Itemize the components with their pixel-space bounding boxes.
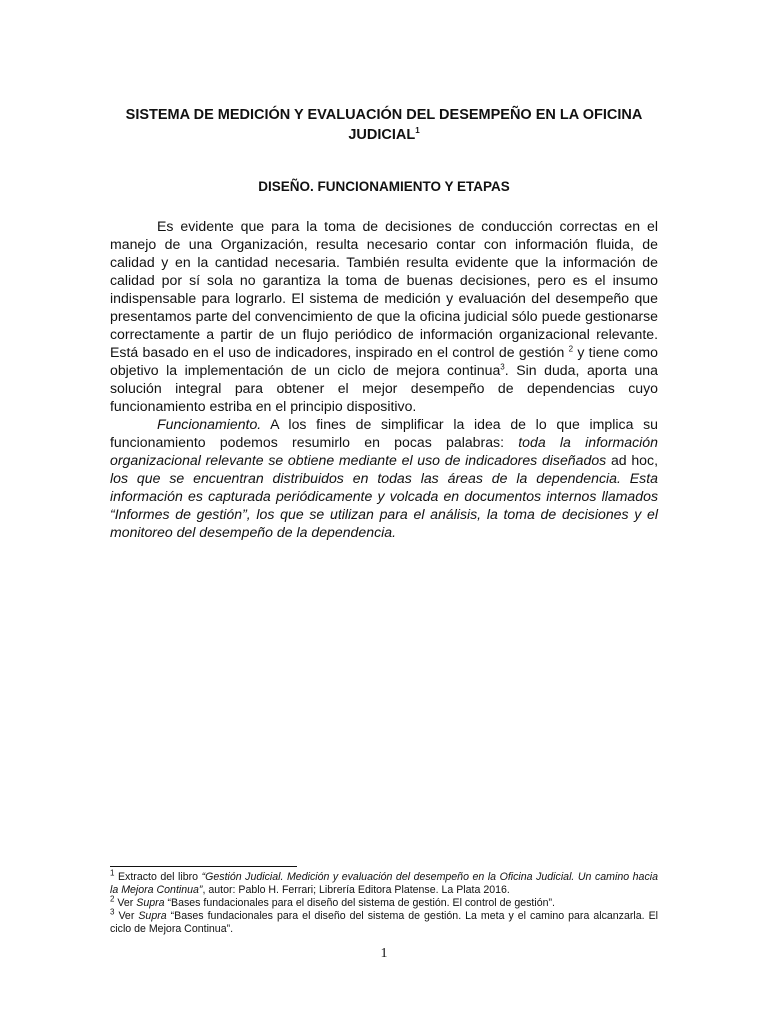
footnotes	[110, 868, 658, 936]
paragraph-funcionamiento-lead: Funcionamiento.	[157, 416, 262, 432]
paragraph-funcionamiento	[110, 415, 658, 541]
footnote-ref-3: 3	[500, 362, 505, 372]
footnote-separator	[110, 866, 297, 867]
paragraph-intro-text-a: Es evidente que para la toma de decisiones de conducción correctas en el manejo de una Organización, resulta necesario contar con información fluida, de calidad y en la cantidad necesaria. También resulta evidente que la información de calidad por sí sola no garantiza la toma de buenas decisiones, pero es el insumo indispensable para lograrlo. El sistema de medición y evaluación del desempeño que presentamos parte del convencimiento de que la oficina judicial sólo puede gestionarse correctamente a partir de un flujo periódico de información organizacional relevante. Está basado en el uso de indicadores, inspirado en el control de gestión	[110, 218, 658, 360]
footnote-3-number: 3	[110, 907, 115, 917]
paragraph-intro-text-c: . Sin duda, aporta una solución integral para obtener el mejor desempeño de dependencias cuyo funcionamiento estriba en el principio dispositivo.	[110, 362, 658, 414]
footnote-1	[110, 868, 658, 897]
paragraph-funcionamiento-text-b: ad hoc,	[606, 452, 658, 468]
footnote-2-text-b: “Bases fundacionales para el diseño del sistema de gestión. El control de gestión”.	[164, 897, 555, 909]
footnote-3-text-a: Ver	[114, 910, 139, 922]
paragraph-funcionamiento-italic-a: toda la información organizacional relevante se obtiene mediante el uso de indicadores diseñados	[110, 434, 658, 468]
footnote-2	[110, 894, 658, 910]
body-text	[110, 217, 658, 541]
footnote-2-text-a: Ver	[114, 897, 137, 909]
paragraph-funcionamiento-italic-b: los que se encuentran distribuidos en todas las áreas de la dependencia. Esta información es capturada periódicamente y volcada en documentos internos llamados “Informes de gestión”, los que se utilizan para el análisis, la toma de decisiones y el monitoreo del desempeño de la dependencia.	[110, 470, 658, 540]
document-title	[110, 105, 658, 145]
footnote-3-italic: Supra	[138, 910, 167, 922]
footnote-2-italic: Supra	[136, 897, 165, 909]
section-heading: DISEÑO. FUNCIONAMIENTO Y ETAPAS	[258, 179, 510, 194]
footnote-1-italic: “Gestión Judicial. Medición y evaluación del desempeño en la Oficina Judicial. Un camino hacia la Mejora Continua”	[110, 871, 658, 896]
footnote-1-number: 1	[110, 868, 115, 878]
footnote-3	[110, 907, 658, 936]
title-text: SISTEMA DE MEDICIÓN Y EVALUACIÓN DEL DESEMPEÑO EN LA OFICINA JUDICIAL	[125, 107, 643, 143]
paragraph-intro	[110, 217, 658, 415]
title-footnote-ref: 1	[415, 126, 420, 136]
footnote-1-text-b: , autor: Pablo H. Ferrari; Librería Editora Platense. La Plata 2016.	[202, 884, 510, 896]
paragraph-intro-text-b: y tiene como objetivo la implementación de un ciclo de mejora continua	[110, 344, 658, 378]
footnote-3-text-b: “Bases fundacionales para el diseño del sistema de gestión. La meta y el camino para alcanzarla. El ciclo de Mejora Continua”.	[110, 910, 658, 935]
footnote-2-number: 2	[110, 894, 115, 904]
footnote-ref-2: 2	[568, 344, 574, 354]
page-number: 1	[380, 946, 388, 961]
paragraph-funcionamiento-text-a: A los fines de simplificar la idea de lo que implica su funcionamiento podemos resumirlo en pocas palabras:	[110, 416, 658, 450]
footnote-1-text-a: Extracto del libro	[114, 871, 202, 883]
